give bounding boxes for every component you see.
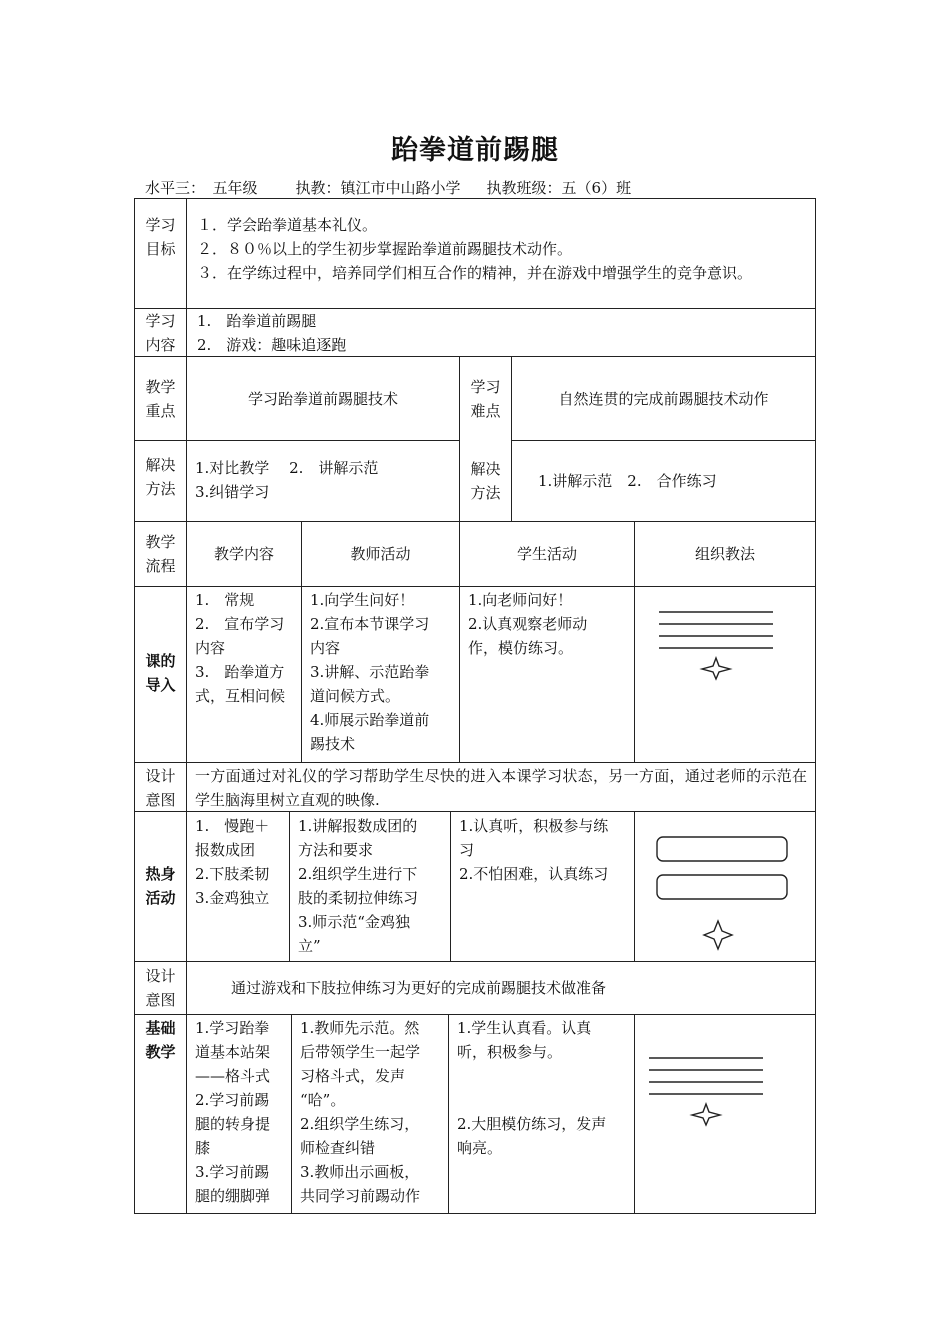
basic-label-cell: 基础 教学 — [134, 1014, 187, 1214]
intro-label-cell: 课的 导入 — [134, 586, 187, 763]
goal-item: １．学会跆拳道基本礼仪。 — [197, 216, 378, 234]
grade-level: 水平三： 五年级 — [145, 179, 258, 197]
column-header-student: 学生活动 — [459, 521, 635, 587]
flow-label-cell: 教学 流程 — [134, 521, 187, 587]
warmup-student-cell: 1.认真听，积极参与练 习 2.不怕困难，认真练习 — [450, 811, 635, 962]
content-item: 2. 游戏：趣味追逐跑 — [197, 336, 347, 354]
goal-item: ２．８０％以上的学生初步掌握跆拳道前踢腿技术动作。 — [197, 240, 573, 258]
keypoint-label-cell: 教学 重点 — [134, 356, 187, 441]
basic-student-cell: 1.学生认真看。认真 听，积极参与。 2.大胆模仿练习，发声 响亮。 — [448, 1014, 635, 1214]
four-point-star-icon — [702, 658, 730, 679]
goal-item: ３．在学练过程中，培养同学们相互合作的精神，并在游戏中增强学生的竞争意识。 — [197, 264, 753, 282]
header-line — [145, 177, 631, 198]
method-right-cell: 1.讲解示范 2. 合作练习 — [511, 440, 816, 522]
design2-cell: 通过游戏和下肢拉伸练习为更好的完成前踢腿技术做准备 — [186, 961, 816, 1015]
column-header-teacher: 教师活动 — [301, 521, 460, 587]
four-point-star-icon — [704, 921, 732, 949]
warmup-label-cell: 热身 活动 — [134, 811, 187, 962]
intro-content-cell: 1. 常规 2. 宣布学习 内容 3. 跆拳道方 式，互相问候 — [186, 586, 302, 763]
warmup-organization-cell — [634, 811, 816, 962]
basic-content-cell: 1.学习跆拳 道基本站架 ——格斗式 2.学习前踢 腿的转身提 膝 3.学习前踢 腿的绷脚弹 — [186, 1014, 292, 1214]
intro-student-cell: 1.向老师问好！ 2.认真观察老师动 作，模仿练习。 — [459, 586, 635, 763]
difficulty-method-label-cell: 学习 难点 解决 方法 — [459, 356, 512, 522]
difficulty-cell: 自然连贯的完成前踢腿技术动作 — [511, 356, 816, 441]
four-point-star-icon — [692, 1104, 720, 1125]
design1-cell: 一方面通过对礼仪的学习帮助学生尽快的进入本课学习状态，另一方面，通过老师的示范在学生脑海里树立直观的映像. — [186, 762, 816, 812]
teacher-school: 执教：镇江市中山路小学 — [295, 179, 461, 197]
basic-organization-cell — [634, 1014, 816, 1214]
page-title: 跆拳道前踢腿 — [391, 135, 559, 166]
formation-lines-icon — [635, 1015, 816, 1214]
goals-cell — [186, 198, 816, 309]
warmup-content-cell: 1. 慢跑＋ 报数成团 2.下肢柔韧 3.金鸡独立 — [186, 811, 290, 962]
warmup-teacher-cell: 1.讲解报数成团的 方法和要求 2.组织学生进行下 肢的柔韧拉伸练习 3.师示范“金鸡独 立” — [289, 811, 451, 962]
basic-teacher-cell: 1.教师先示范。然 后带领学生一起学 习格斗式，发声 “哈”。 2.组织学生练习， 师检查纠错 3.教师出示画板， 共同学习前踢动作 — [291, 1014, 449, 1214]
formation-lines-icon — [635, 587, 816, 763]
teaching-class: 执教班级：五（6）班 — [486, 179, 632, 197]
design1-label-cell: 设计 意图 — [134, 762, 187, 812]
keypoint-cell: 学习跆拳道前踢腿技术 — [186, 356, 460, 441]
column-header-organization: 组织教法 — [634, 521, 816, 587]
content-label-cell: 学习 内容 — [134, 308, 187, 357]
design2-label-cell: 设计 意图 — [134, 961, 187, 1015]
method-left-cell: 1.对比教学 2. 讲解示范 3.纠错学习 — [186, 440, 460, 522]
content-item: 1. 跆拳道前踢腿 — [197, 312, 317, 330]
goals-label-cell: 学习 目标 — [134, 198, 187, 309]
content-cell — [186, 308, 816, 357]
intro-teacher-cell: 1.向学生问好！ 2.宣布本节课学习 内容 3.讲解、示范跆拳 道问候方式。 4.师展示跆拳道前 踢技术 — [301, 586, 460, 763]
intro-organization-cell — [634, 586, 816, 763]
column-header-content: 教学内容 — [186, 521, 302, 587]
formation-rounded-icon — [635, 812, 816, 962]
method-label-cell: 解决 方法 — [134, 440, 187, 522]
